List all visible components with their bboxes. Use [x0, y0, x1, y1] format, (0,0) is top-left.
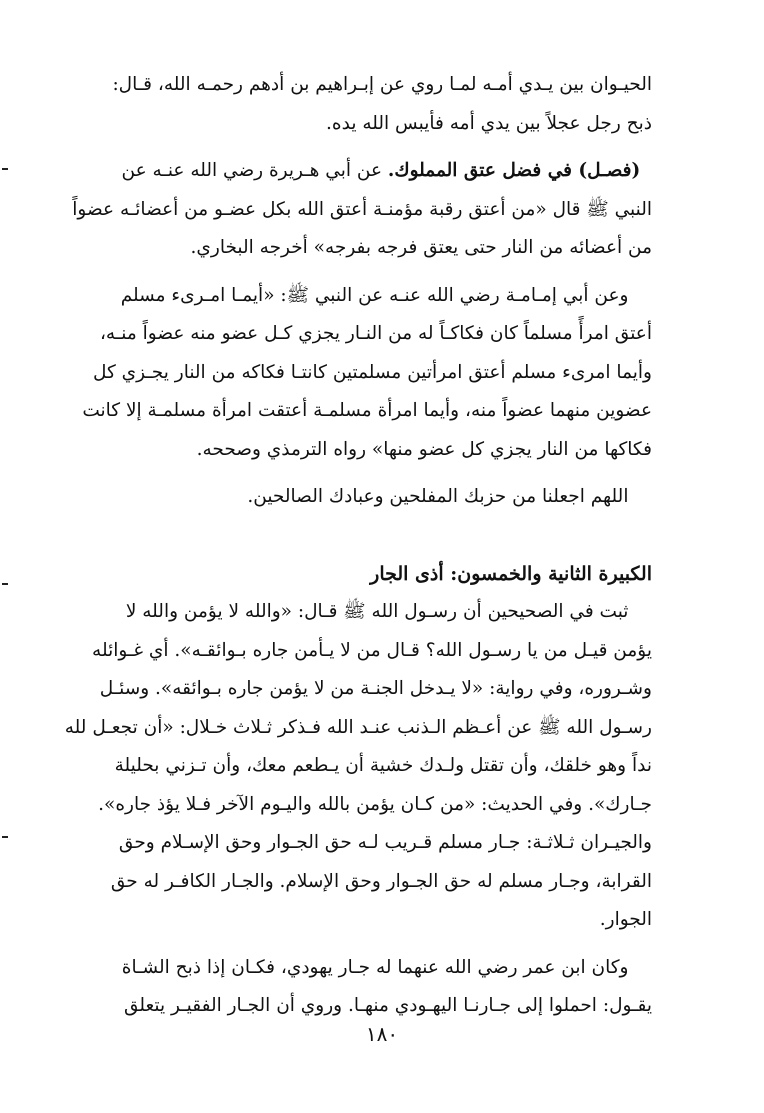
paragraph [62, 949, 652, 1026]
text-line: رسـول الله ﷺ عن أعـظم الـذنب عنـد الله فـذكر ثـلاث خـلال: «أن تجعـل لله [64, 716, 652, 738]
paragraph [62, 66, 652, 143]
section-title [62, 555, 652, 594]
chapter-subheading: (فصـل) في فضل عتق المملوك. [387, 160, 641, 181]
text-line: ذبح رجل عجلاً بين يدي أمه فأيبس الله يده. [326, 112, 652, 134]
paragraph [62, 277, 652, 470]
margin-mark [2, 168, 8, 170]
paragraph [62, 152, 652, 268]
text-line: النبي ﷺ قال «من أعتق رقبة مؤمنـة أعتق الله بكل عضـو من أعضائـه عضواً [72, 198, 652, 220]
text-line: عن أبي هـريرة رضي الله عنـه عن [121, 160, 382, 181]
text-line: يؤمن قيـل من يا رسـول الله؟ قـال من لا يـأمن جاره بـوائقـه». أي غـوائله [92, 639, 652, 661]
text-line: من أعضائه من النار حتى يعتق فرجه بفرجه» أخرجه البخاري. [190, 237, 652, 258]
text-line: وشـروره، وفي رواية: «لا يـدخل الجنـة من لا يؤمن جاره بـوائقه». وسئـل [99, 678, 652, 699]
margin-mark [2, 836, 8, 838]
text-line: وأيما امرىء مسلم أعتق امرأتين مسلمتين كانتـا فكاكه من النار يجـزي كل [92, 361, 652, 383]
text-line: أعتق امرأً مسلماً كان فكاكـاً له من النـار يجزي كـل عضو منه عضواً منـه، [99, 323, 652, 344]
text-line: الجوار. [599, 909, 652, 930]
text-line: ثبت في الصحيحين أن رسـول الله ﷺ قـال: «والله لا يؤمن والله لا [125, 601, 629, 622]
text-line: يقـول: احملوا إلى جـارنـا اليهـودي منهـا. وروي أن الجـار الفقيـر يتعلق [123, 995, 652, 1016]
text-line: جـارك». وفي الحديث: «من كـان يؤمن بالله واليـوم الآخر فـلا يؤذ جاره». [98, 793, 652, 815]
text-line: فكاكها من النار يجزي كل عضو منها» رواه الترمذي وصححه. [196, 438, 652, 460]
paragraph [62, 478, 652, 517]
page-body [62, 66, 652, 1026]
text-line: والجيـران ثـلاثـة: جـار مسلم قـريب لـه حق الجـوار وحق الإسـلام وحق [118, 832, 652, 853]
text-line: وكان ابن عمر رضي الله عنهما له جـار يهودي، فكـان إذا ذبح الشـاة [121, 956, 629, 978]
text-line: نداً وهو خلقك، وأن تقتل ولـدك خشية أن يـطعم معك، وأن تـزني بحليلة [114, 755, 652, 776]
section-title-text: الكبيرة الثانية والخمسون: أذى الجار [370, 562, 652, 585]
margin-mark [2, 583, 8, 585]
text-line: القرابة، وجـار مسلم له حق الجـوار وحق الإسلام. والجـار الكافـر له حق [110, 870, 652, 892]
text-line: عضوين منهما عضواً منه، وأيما امرأة مسلمـة أعتقت امرأة مسلمـة إلا كانت [82, 400, 652, 421]
page-number: ١٨٠ [365, 1022, 399, 1046]
text-line: الحيـوان بين يـدي أمـه لمـا روي عن إبـراهيم بن أدهم رحمـه الله، قـال: [112, 74, 652, 95]
text-line: وعن أبي إمـامـة رضي الله عنـه عن النبي ﷺ: «أيمـا امـرىء مسلم [120, 284, 629, 306]
text-line: اللهم اجعلنا من حزبك المفلحين وعبادك الصالحين. [247, 486, 629, 507]
paragraph [62, 593, 652, 940]
